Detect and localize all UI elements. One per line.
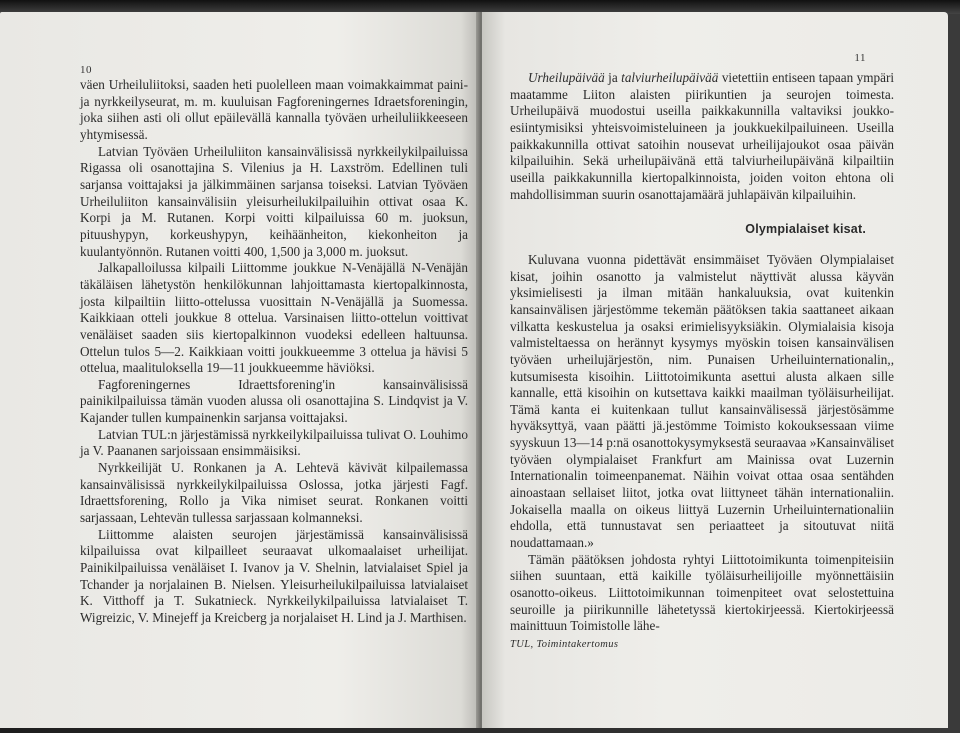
- page-number-left: 10: [80, 64, 92, 76]
- paragraph: Liittomme alaisten seurojen järjestämissä kansainvälisissä kilpailuissa ovat kilpailleet seuraavat ulkomaalaiset urheilijat. Painikilpailuissa venäläiset I. Ivanov ja V. Shelnin, latvialaiset Spiel ja Tchander ja norjalainen B. Nielsen. Yleisurheilukilpailuissa latvialaiset K. Vitthoff ja T. Sukatnieck. Nyrkkeilykilpailuissa latvialaiset T. Wigreizic, V. Minejeff ja Kreicberg ja norjalaiset H. Lind ja J. Marthisen.: [80, 526, 468, 625]
- paragraph: Tämän päätöksen johdosta ryhtyi Liittotoimikunta toimenpiteisiin siihen suuntaan, että kaikille työläisurheilijoille myönnettäisiin osanotto-oikeus. Liittotoimikunnan toimenpiteet ovat selostettuina seuroille ja piirikunnille lähetetyssä kiertokirjeessä. Kiertokirjeessä mainittuun Toimistolle lähe-: [510, 551, 894, 634]
- paragraph: Kuluvana vuonna pidettävät ensimmäiset Työväen Olympialaiset kisat, joihin osanotto ja valmistelut näyttivät alussa käyvän yksimielisesti ja ilman mitään hankaluuksia, ovat kuitenkin kansainvälisen järjestömme tekemän päätöksen takia saattaneet aikaan vilkatta keskustelua ja osaksi erimielisyyksiäkin. Olymialaisia kisoja valmisteltaessa on herännyt kysymys myöskin toisen kansainvälisen työväen urheilujärjestön, nim. Punaisen Urheiluinternationalin,, kutsumisesta kisoihin. Liittotoimikunta asettui alusta alkaen sille kannalle, että kisoihin on kutsettava kaikki maailman työläisurheilijat. Tämä kanta ei kuitenkaan tullut kansainvälisessä järjestösämme hyväksyttyä, vaan päätti jä.jestömme Toimisto kokouksessaan viime syyskuun 13—14 p:nä osanottokysymyksestä seuraavaa »Kansainväliset työväen olympialaiset Frankfurt am Mainissa ovat Luzernin Internationalin toimeenpanemat. Näihin voivat ottaa osaa sentähden ainoastaan sellaiset liitot, jotka ovat liittyneet tähän internationaliin. Jokaisella maalla on oikeus liittyä Luzernin Urheiluinternationaliin ehdolla, että tunnustavat sen periaatteet ja sitoutuvat niitä noudattamaan.»: [510, 251, 894, 551]
- section-heading: Olympialaiset kisat.: [745, 222, 866, 237]
- intro-italic-term: talviurheilupäivää: [621, 70, 719, 85]
- paragraph: Latvian Työväen Urheiluliiton kansainvälisissä nyrkkeilykilpailuissa Rigassa oli osanottajina S. Vilenius ja H. Laxström. Edellinen tuli sarjansa voittajaksi ja jälkimmäinen sarjansa toiseksi. Latvian Työväen Urheiluliiton kansainvälisiin yleisurheilukilpailuihin ottivat osaa K. Korpi ja M. Rutanen. Korpi voitti kilpailuissa 60 m. juoksun, pituushypyn, korkeushypyn, keihäänheiton, kiekonheiton ja kuulantyönnön. Rutanen voitti 400, 1,500 ja 3,000 m. juoksut.: [80, 143, 468, 259]
- page-number-right: 11: [854, 52, 866, 64]
- right-text-column: [510, 70, 894, 654]
- intro-text: vietettiin entiseen tapaan ympäri maatamme Liiton alaisten piirikuntien ja seurojen toimesta. Urheilupäivä muodostui useilla paikkakunnilla valtaviksi joukko-esiintymisiksi yhteisvoimisteluineen ja joukkuekilpailuineen. Useilla paikkakunnilla ottivat satoihin nousevat urheilijajoukot osaa päivän kilpailuihin. Sekä urheilupäivänä että talviurheilupäivänä kilpailtiin useilla paikkakunnilla kiertopalkinnoista, joiden voiton ehtona oli mahdollisimman suurin osanottajamäärä juhlapäivän kilpailuihin.: [510, 70, 895, 202]
- left-page: [0, 12, 480, 728]
- left-text-column: [80, 77, 468, 627]
- paragraph: Jalkapalloilussa kilpaili Liittomme joukkue N-Venäjällä N-Venäjän täkäläisen lähetystön henkilökunnan lahjoittamasta kiertopalkinnosta, josta kilpailtiin liitto-ottelussa vuosittain N-Venäjällä ja Suomessa. Kaikkiaan otteli joukkue 8 ottelua. Varsinaisen liitto-ottelun voittivat venäläiset saaden siis kiertopalkinnon vuodeksi edelleen haltuunsa. Ottelun tulos 5—2. Kaikkiaan voitti joukkueemme 3 ottelua ja hävisi 5 ottelua, maalituloksella 19—11 joukkueemme häviöksi.: [80, 260, 468, 376]
- intro-italic-term: Urheilupäivää: [528, 70, 605, 85]
- intro-connector: ja: [608, 70, 618, 85]
- paragraph: väen Urheiluliitoksi, saaden heti puolelleen maan voimakkaimmat paini- ja nyrkkeilyseurat, m. m. kuuluisan Fagforeningernes Idraetsforeningin, joka siihen asti oli ollut epäilevällä kannalla työväen urheiluliikkeeseen yhtymisessä.: [80, 77, 468, 142]
- intro-paragraph: [510, 70, 894, 203]
- paragraph: Latvian TUL:n järjestämissä nyrkkeilykilpailuissa tulivat O. Louhimo ja V. Paananen sarjoissaan ensimmäisiksi.: [80, 426, 468, 459]
- paragraph: Fagforeningernes Idraettsforening'in kansainvälisissä painikilpailuissa tämän vuoden alussa oli osanottajina S. Lindqvist ja V. Kajander tullen kumpainenkin sarjansa voittajaksi.: [80, 376, 468, 426]
- paragraph: Nyrkkeilijät U. Ronkanen ja A. Lehtevä kävivät kilpailemassa kansainvälisissä nyrkkeilykilpailuissa Oslossa, jotka järjesti Fagf. Idraettsforening, Rollo ja Vika nimiset seurat. Ronkanen voitti sarjassaan, Lehtevän tullessa sarjassaan kolmanneksi.: [80, 460, 468, 526]
- right-page: [482, 12, 948, 728]
- footer-signature: TUL, Toimintakertomus: [510, 639, 619, 650]
